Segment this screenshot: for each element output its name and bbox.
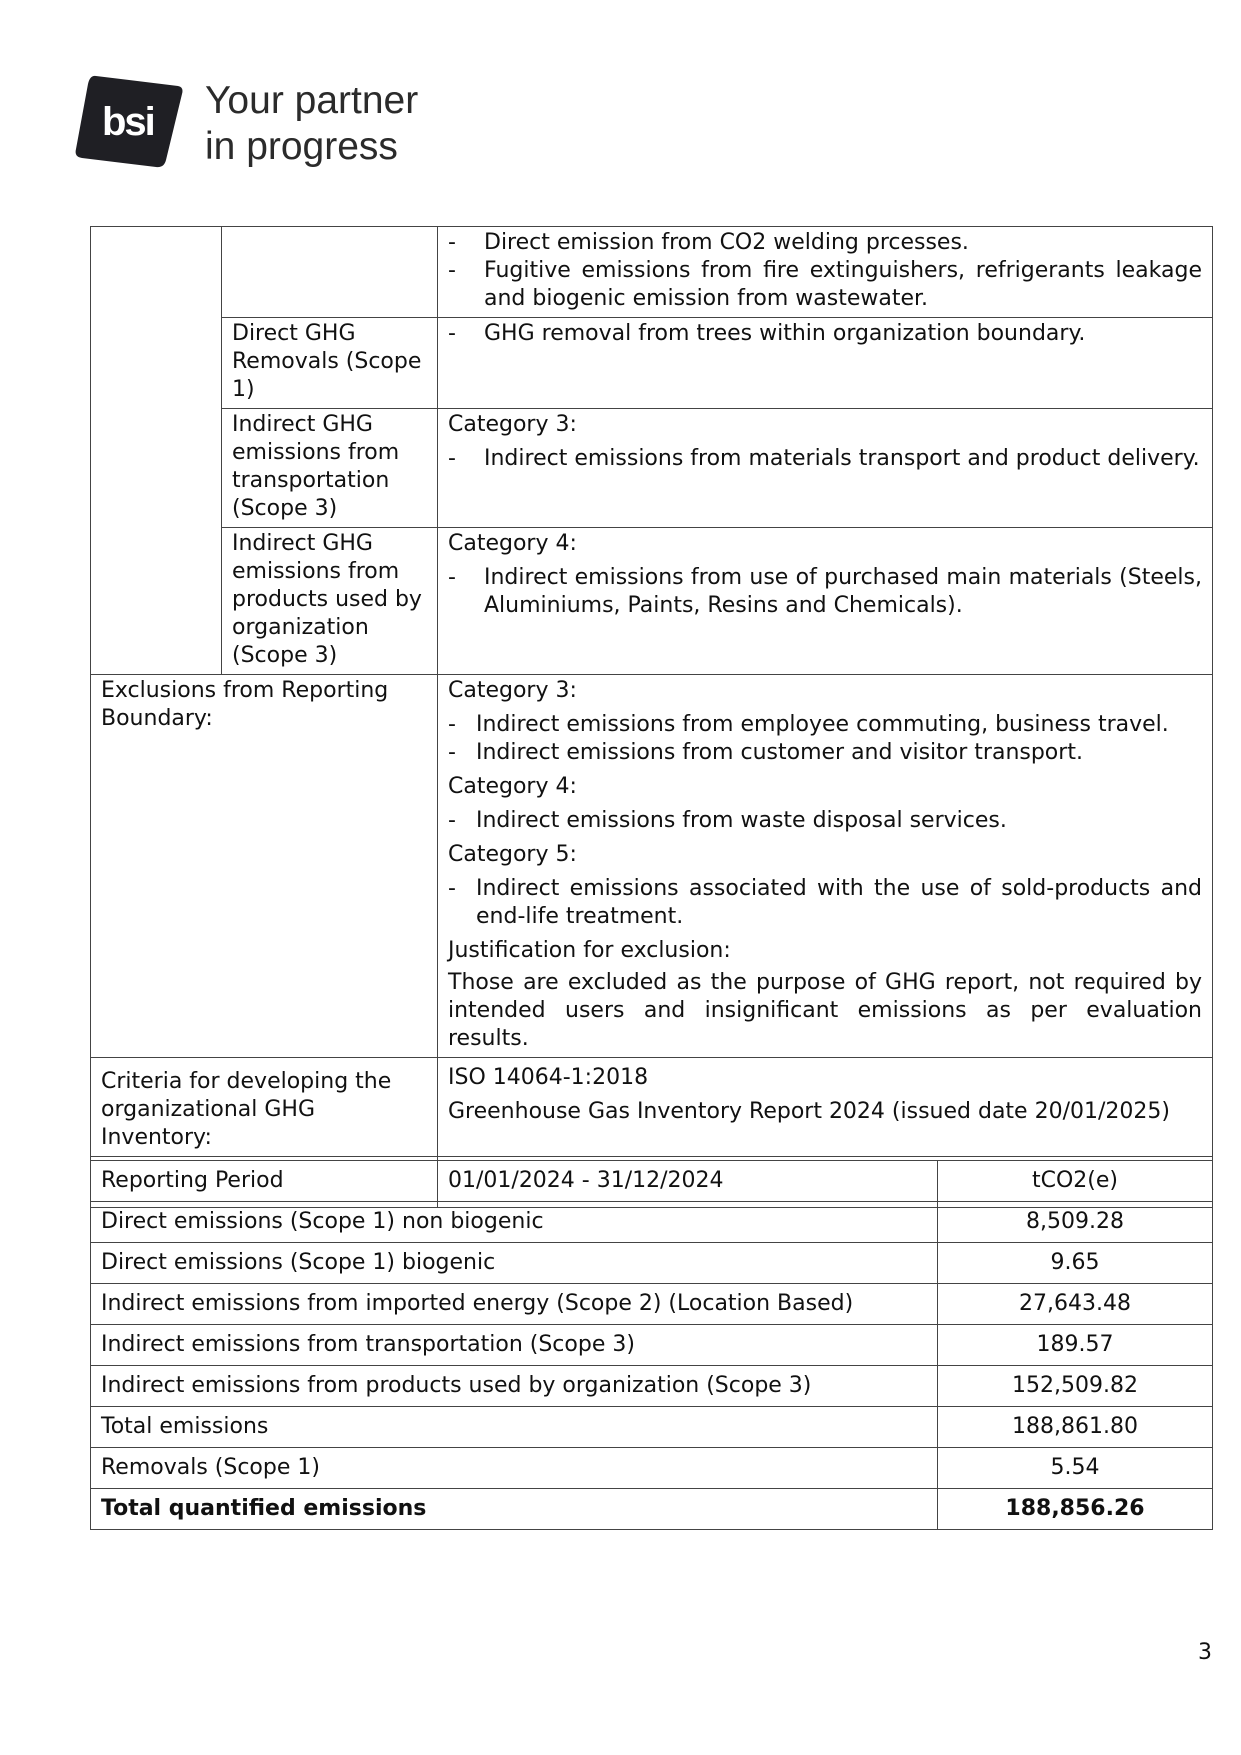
- row-label: Indirect emissions from products used by organization (Scope 3): [91, 1366, 938, 1407]
- list-item: [448, 739, 1202, 767]
- table-row: [91, 227, 1213, 318]
- row-label: Removals (Scope 1): [91, 1448, 938, 1489]
- empty-label-cell: [222, 227, 438, 318]
- list-item: [448, 564, 1202, 620]
- row-value: 8,509.28: [938, 1202, 1213, 1243]
- list-item: [448, 875, 1202, 931]
- table-row: [91, 1243, 1213, 1284]
- table-row: [91, 1325, 1213, 1366]
- tagline-line-1: Your partner: [205, 79, 419, 122]
- list-item: [448, 711, 1202, 739]
- transport-label: Indirect GHG emissions from transportation (Scope 3): [222, 409, 438, 528]
- bullet-text: GHG removal from trees within organization boundary.: [484, 321, 1086, 346]
- bullet-dash: -: [448, 876, 456, 901]
- tagline: [205, 78, 418, 170]
- list-item: [448, 320, 1202, 348]
- list-item: [448, 257, 1202, 313]
- table-row: [91, 1366, 1213, 1407]
- justification-text: Those are excluded as the purpose of GHG report, not required by intended users and insignificant emissions as per evaluation results.: [448, 970, 1202, 1051]
- row-label: Indirect emissions from transportation (Scope 3): [91, 1325, 938, 1366]
- exclusions-label: Exclusions from Reporting Boundary:: [91, 675, 438, 1058]
- category-heading: Category 4:: [448, 774, 577, 799]
- table-row: [91, 1448, 1213, 1489]
- table-row: [91, 528, 1213, 675]
- unit-header: tCO2(e): [938, 1161, 1213, 1202]
- boundary-table: [90, 226, 1213, 1208]
- bullet-text: Indirect emissions from materials transport and product delivery.: [484, 446, 1200, 471]
- bullet-text: Indirect emissions associated with the use of sold-products and end-life treatment.: [476, 876, 1202, 929]
- table-row: [91, 318, 1213, 409]
- total-row: [91, 1489, 1213, 1530]
- row-value: 27,643.48: [938, 1284, 1213, 1325]
- bullet-text: Indirect emissions from employee commuting, business travel.: [476, 712, 1169, 737]
- row-value: 152,509.82: [938, 1366, 1213, 1407]
- table-header-row: [91, 1161, 1213, 1202]
- bullet-text: Indirect emissions from waste disposal services.: [476, 808, 1007, 833]
- bullet-text: Direct emission from CO2 welding prcesses.: [484, 230, 969, 255]
- bullet-dash: -: [448, 258, 456, 283]
- header-empty-cell: [91, 1161, 938, 1202]
- bullet-dash: -: [448, 321, 456, 346]
- tagline-line-2: in progress: [205, 125, 398, 168]
- list-item: [448, 445, 1202, 473]
- total-label: Total quantified emissions: [91, 1489, 938, 1530]
- bsi-logo-text: bsi: [102, 100, 154, 144]
- bullet-text: Indirect emissions from customer and visitor transport.: [476, 740, 1083, 765]
- emissions-table: [90, 1160, 1213, 1530]
- removals-cell: [438, 318, 1213, 409]
- table-row: [91, 409, 1213, 528]
- row-value: 188,861.80: [938, 1407, 1213, 1448]
- table-row: [91, 675, 1213, 1058]
- exclusions-cell: [438, 675, 1213, 1058]
- justification-title: Justification for exclusion:: [448, 938, 731, 963]
- bullet-dash: -: [448, 808, 456, 833]
- products-label: Indirect GHG emissions from products used by organization (Scope 3): [222, 528, 438, 675]
- page-number: 3: [1198, 1640, 1212, 1665]
- products-cell: [438, 528, 1213, 675]
- table-row: [91, 1058, 1213, 1157]
- criteria-cell: [438, 1058, 1213, 1157]
- list-item: [448, 807, 1202, 835]
- empty-left-cell: [91, 227, 222, 675]
- bullet-dash: -: [448, 712, 456, 737]
- row-label: Direct emissions (Scope 1) non biogenic: [91, 1202, 938, 1243]
- category-heading: Category 5:: [448, 842, 577, 867]
- criteria-standard: ISO 14064-1:2018: [448, 1065, 649, 1090]
- table-row: [91, 1284, 1213, 1325]
- category-heading: Category 4:: [448, 531, 577, 556]
- row-value: 9.65: [938, 1243, 1213, 1284]
- criteria-label: Criteria for developing the organizational GHG Inventory:: [91, 1058, 438, 1157]
- removals-label: Direct GHG Removals (Scope 1): [222, 318, 438, 409]
- row-value: 189.57: [938, 1325, 1213, 1366]
- bullet-dash: -: [448, 740, 456, 765]
- bullet-dash: -: [448, 565, 456, 590]
- table-row: [91, 1202, 1213, 1243]
- row-label: Direct emissions (Scope 1) biogenic: [91, 1243, 938, 1284]
- row-label: Indirect emissions from imported energy (Scope 2) (Location Based): [91, 1284, 938, 1325]
- category-heading: Category 3:: [448, 678, 577, 703]
- bullet-text: Fugitive emissions from fire extinguishers, refrigerants leakage and biogenic emission from wastewater.: [484, 258, 1202, 311]
- period-label: Reporting Period: [91, 1157, 438, 1208]
- direct-emissions-cont-cell: [438, 227, 1213, 318]
- period-value: 01/01/2024 - 31/12/2024: [438, 1157, 1213, 1208]
- row-value: 5.54: [938, 1448, 1213, 1489]
- total-value: 188,856.26: [938, 1489, 1213, 1530]
- bullet-text: Indirect emissions from use of purchased main materials (Steels, Aluminiums, Paints, Resins and Chemicals).: [484, 565, 1202, 618]
- bullet-dash: -: [448, 230, 456, 255]
- table-row: [91, 1407, 1213, 1448]
- list-item: [448, 229, 1202, 257]
- transport-cell: [438, 409, 1213, 528]
- criteria-report: Greenhouse Gas Inventory Report 2024 (issued date 20/01/2025): [448, 1099, 1170, 1124]
- row-label: Total emissions: [91, 1407, 938, 1448]
- category-heading: Category 3:: [448, 412, 577, 437]
- bullet-dash: -: [448, 446, 456, 471]
